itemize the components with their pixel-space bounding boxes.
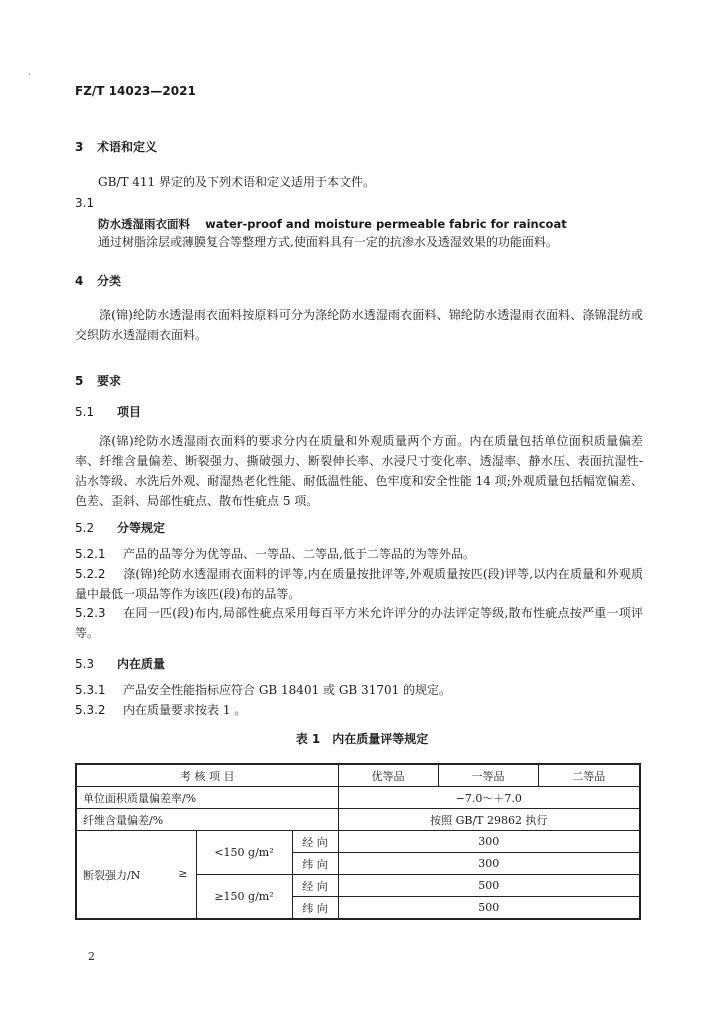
term-english: water-proof and moisture permeable fabric for raincoat	[205, 217, 567, 231]
clause-5-2-3	[75, 603, 643, 643]
section-title: 要求	[97, 374, 122, 388]
clause-5-3-heading	[75, 655, 165, 672]
header-item: 考 核 项 目	[76, 764, 338, 787]
row-strength-label	[76, 831, 196, 920]
scan-speck: ·	[28, 70, 31, 79]
clause-5-3-2	[75, 700, 643, 720]
strength-high-weft-value: 500	[338, 897, 640, 920]
row-fiber-value: 按照 GB/T 29862 执行	[338, 809, 640, 831]
standard-number-header: FZ/T 14023—2021	[75, 84, 196, 98]
clause-number: 5.3.2	[75, 703, 106, 717]
header-grade-first: 一等品	[438, 764, 538, 787]
clause-5-3-1	[75, 680, 643, 700]
strength-high-weft-label: 纬 向	[292, 897, 338, 920]
table-header-row	[76, 764, 640, 787]
strength-low-weft-value: 300	[338, 853, 640, 875]
strength-sign: ≥	[178, 866, 188, 880]
strength-high-warp-label: 经 向	[292, 875, 338, 897]
section-title: 分类	[97, 274, 122, 288]
strength-low-range: <150 g/m²	[196, 831, 292, 875]
clause-number: 5.3.1	[75, 683, 106, 697]
table-row	[76, 809, 640, 831]
clause-text: 产品的品等分为优等品、一等品、二等品,低于二等品的为等外品。	[123, 547, 475, 561]
page-number: 2	[88, 950, 95, 963]
row-fiber-label: 纤维含量偏差/%	[76, 809, 338, 831]
table-row	[76, 831, 640, 853]
strength-label: 断裂强力/N	[83, 868, 141, 882]
clause-5-2-1	[75, 544, 643, 564]
clause-number: 5.2.1	[75, 547, 106, 561]
table-row	[76, 787, 640, 809]
clause-number: 5.1	[75, 405, 95, 419]
row-mass-value: −7.0～＋7.0	[338, 787, 640, 809]
clause-title: 项目	[117, 405, 142, 419]
clause-text: 在同一匹(段)布内,局部性疵点采用每百平方米允许评分的办法评定等级,散布性疵点按严重一项评等。	[75, 606, 643, 640]
clause-number: 5.2.3	[75, 606, 106, 620]
section-4-text: 涤(锦)纶防水透湿雨衣面料按原料可分为涤纶防水透湿雨衣面料、锦纶防水透湿雨衣面料、涤锦混纺或交织防水透湿雨衣面料。	[75, 308, 643, 342]
clause-title: 分等规定	[117, 521, 166, 535]
strength-low-warp-value: 300	[338, 831, 640, 853]
clause-5-2-heading	[75, 519, 165, 536]
term-3-1	[98, 213, 567, 232]
section-number: 3	[75, 140, 84, 154]
clause-5-2-2	[75, 564, 643, 604]
table-1-caption: 表 1 内在质量评等规定	[295, 732, 429, 746]
quality-grading-table	[75, 763, 641, 920]
clause-5-1-text: 涤(锦)纶防水透湿雨衣面料的要求分内在质量和外观质量两个方面。内在质量包括单位面积质量偏差率、纤维含量偏差、断裂强力、撕破强力、断裂伸长率、水浸尺寸变化率、透湿率、静水压、表面抗湿性-沾水等级、水洗后外观、耐湿热老化性能、耐低温性能、色牢度和安全性能 14 项;外观质量包括幅宽偏差、色差、歪斜、局部性疵点、散布性疵点 5 项。	[75, 434, 643, 508]
clause-5-1-heading	[75, 403, 141, 420]
section-number: 4	[75, 274, 84, 288]
clause-text: 产品安全性能指标应符合 GB 18401 或 GB 31701 的规定。	[123, 683, 452, 697]
clause-title: 内在质量	[117, 657, 166, 671]
clause-number: 5.3	[75, 657, 95, 671]
term-definition: 通过树脂涂层或薄膜复合等整理方式,使面料具有一定的抗渗水及透湿效果的功能面料。	[98, 235, 558, 249]
section-number: 5	[75, 374, 84, 388]
clause-text: 内在质量要求按表 1 。	[123, 703, 247, 717]
section-4-heading	[75, 272, 121, 289]
clause-3-1-number: 3.1	[75, 196, 95, 210]
section-title: 术语和定义	[97, 140, 158, 154]
strength-low-warp-label: 经 向	[292, 831, 338, 853]
clause-text: 涤(锦)纶防水透湿雨衣面料的评等,内在质量按批评等,外观质量按匹(段)评等,以内在质量和外观质量中最低一项品等作为该匹(段)布的品等。	[75, 567, 643, 601]
section-3-heading	[75, 138, 157, 155]
term-chinese: 防水透湿雨衣面料	[98, 217, 190, 231]
strength-low-weft-label: 纬 向	[292, 853, 338, 875]
strength-high-range: ≥150 g/m²	[196, 875, 292, 920]
header-grade-superior: 优等品	[338, 764, 438, 787]
row-mass-label: 单位面积质量偏差率/%	[76, 787, 338, 809]
section-5-heading	[75, 372, 121, 389]
clause-number: 5.2	[75, 521, 95, 535]
clause-number: 5.2.2	[75, 567, 106, 581]
header-grade-second: 二等品	[538, 764, 640, 787]
strength-high-warp-value: 500	[338, 875, 640, 897]
section-3-intro: GB/T 411 界定的及下列术语和定义适用于本文件。	[98, 175, 375, 189]
